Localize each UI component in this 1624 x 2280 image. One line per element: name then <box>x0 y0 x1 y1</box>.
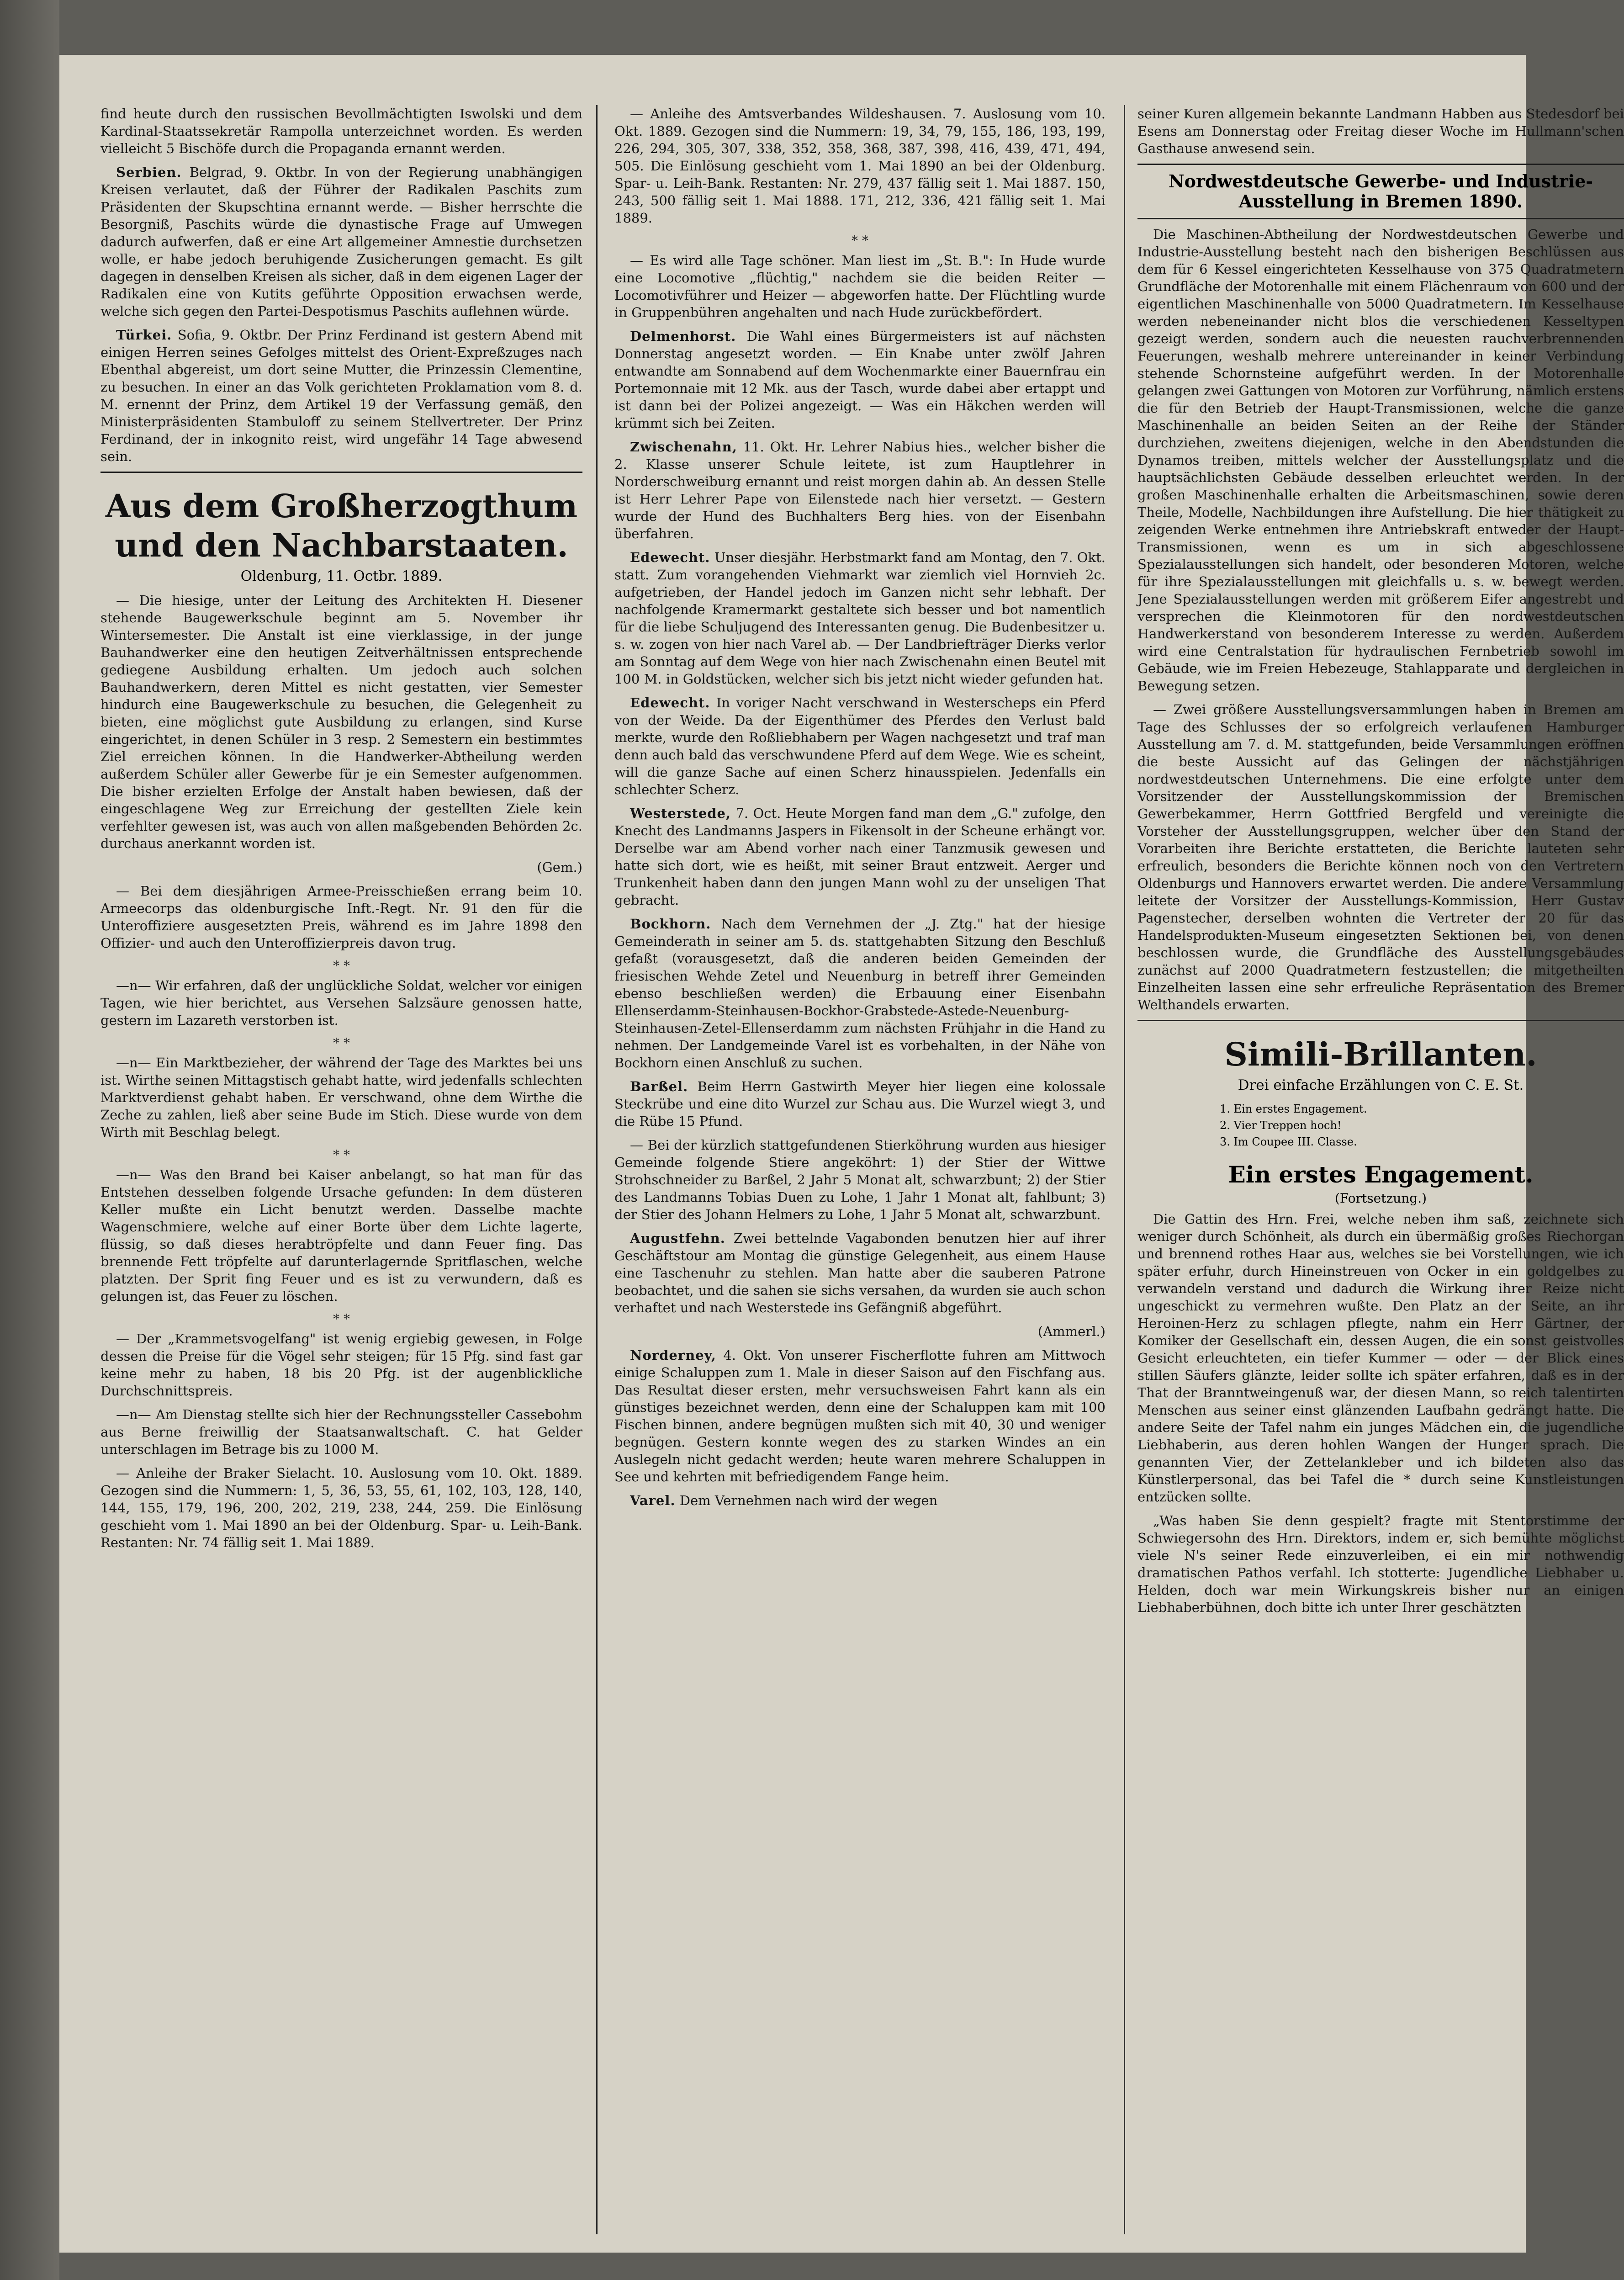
article-keyword: Varel. <box>630 1493 676 1508</box>
scan-margin <box>0 0 59 2280</box>
article-text: Dem Vernehmen nach wird der wegen <box>679 1493 938 1508</box>
article-text: find heute durch den russischen Bevollmächtigten Iswolski und dem Kardinal-Staatssekretär Rampolla unterzeichnet worden. Es werden vielleicht 5 Bischöfe durch die Propaganda ernannt werden. <box>101 106 582 156</box>
article-keyword: Augustfehn. <box>630 1230 725 1246</box>
article-edewecht <box>614 549 1106 688</box>
article-keyword: Westerstede, <box>630 806 731 821</box>
section-divider <box>1137 1020 1624 1021</box>
article-text: 7. Oct. Heute Morgen fand man dem „G." zufolge, den Knecht des Landmanns Jaspers in Fikensolt in der Scheune erhängt vor. Derselbe war am Abend vorher nach einer Tanzmusik gewesen und hatte sich dort, wie es heißt, mit seiner Braut entzweit. Aerger und Trunkenheit haben dann den jungen Mann wohl zu der unseligen That gebracht. <box>614 806 1106 908</box>
source-note: (Ammerl.) <box>1037 1324 1106 1339</box>
article-text: seiner Kuren allgemein bekannte Landmann Habben aus Stedesdorf bei Esens am Donnerstag oder Freitag dieser Woche im Hullmann'schen Gasthause anwesend sein. <box>1137 106 1624 156</box>
story-list <box>1220 1101 1624 1150</box>
article-text: — Bei der kürzlich stattgefundenen Stierköhrung wurden aus hiesiger Gemeinde folgende Stiere angeköhrt: 1) der Stier der Wittwe Strohschneider zu Barßel, 2 Jahr 5 Monat alt, schwarzbunt; 2) der Stier des Landmanns Tobias Duen zu Lohe, 1 Jahr 1 Monat alt, fahlbunt; 3) der Stier des Johann Helmers zu Lohe, 1 Jahr 5 Monat alt, schwarzbunt. <box>614 1137 1106 1222</box>
article-text: — Die hiesige, unter der Leitung des Architekten H. Diesener stehende Baugewerkschule beginnt am 5. November ihr Wintersemester. Die Anstalt ist eine vierklassige, in der junge Bauhandwerker eine den heutigen Zeitverhältnissen entsprechende gediegene Ausbildung erhalten. Um jedoch auch solchen Bauhandwerkern, deren Mittel es nicht gestatten, vier Semester hindurch eine Baugewerkschule zu besuchen, die Gelegenheit zu bieten, eine möglichst gute Ausbildung zu erlangen, sind Kurse eingerichtet, in denen Schüler in 3 resp. 2 Semestern ein bestimmtes Ziel erreichen können. In die Handwerker-Abtheilung werden außerdem Schüler aller Gewerbe für je ein Semester aufgenommen. Die bisher erzielten Erfolge der Anstalt haben bewiesen, daß der eingeschlagene Weg zur Erreichung der gestellten Ziele kein verfehlter gewesen ist, was auch von allen maßgebenden Behörden 2c. durchaus anerkannt worden ist. <box>101 593 582 851</box>
article-text: Zwei bettelnde Vagabonden benutzen hier auf ihrer Geschäftstour am Montag die günstige Gelegenheit, aus einem Hause eine Taschenuhr zu stehlen. Man hatte aber die sauberen Patrone beobachtet, und die sahen sie sichs versahen, da wurden sie auch schon verhaftet und nach Westerstede ins Gefängniß abgeführt. <box>614 1230 1106 1315</box>
article-text: —n— Was den Brand bei Kaiser anbelangt, so hat man für das Entstehen desselben folgende Ursache gefunden: In dem düsteren Keller mußte ein Licht benutzt werden. Dasselbe machte Wagenschmiere, welche auf einer Borte über dem Lichte lagerte, flüssig, so daß dieses herabtröpfelte und dann Feuer fing. Das brennende Fett tröpfelte auf darunterlagernde Spritflaschen, welche platzten. Der Sprit fing Feuer und es ist zu verwundern, daß es gelungen ist, das Feuer zu löschen. <box>101 1167 582 1304</box>
article-keyword: Norderney, <box>630 1347 716 1363</box>
article-augustfehn <box>614 1230 1106 1316</box>
article-text: Unser diesjähr. Herbstmarkt fand am Montag, den 7. Okt. statt. Zum vorangehenden Viehmarkt war ziemlich viel Hornvieh 2c. aufgetrieben, der Handel jedoch im Ganzen nicht sehr lebhaft. Der nachfolgende Kramermarkt gestaltete sich besser und bot namentlich für die liebe Schuljugend des Interessanten genug. Die Budenbesitzer u. s. w. zogen von hier nach Varel ab. — Der Landbriefträger Dierks verlor am Sonntag auf dem Wege von hier nach Zwischenahn einen Beutel mit 100 M. in Goldstücken, welcher sich bis jetzt nicht wieder gefunden hat. <box>614 550 1106 687</box>
article-keyword: Delmenhorst. <box>630 329 736 344</box>
article-westerstede <box>614 805 1106 909</box>
article-keyword: Türkei. <box>116 327 172 343</box>
article-text: — Anleihe der Braker Sielacht. 10. Auslosung vom 10. Okt. 1889. Gezogen sind die Nummern: 1, 5, 36, 53, 55, 61, 102, 103, 128, 140, 144, 155, 179, 196, 200, 202, 219, 238, 244, 259. Die Einlösung geschieht vom 1. Mai 1890 an bei der Oldenburg. Spar- u. Leih-Bank. Restanten: Nr. 74 fällig seit 1. Mai 1889. <box>101 1465 582 1550</box>
column-3 <box>1137 105 1624 2239</box>
article-text: — Bei dem diesjährigen Armee-Preisschießen errang beim 10. Armeecorps das oldenburgische Inft.-Regt. Nr. 91 den für die Unteroffiziere ausgesetzten Preis, während es im Jahre 1898 den Offizier- und auch den Unteroffizierpreis davon trug. <box>101 883 582 951</box>
list-item: 2. Vier Treppen hoch! <box>1220 1119 1342 1132</box>
story-text: Die Gattin des Hrn. Frei, welche neben ihm saß, zeichnete sich weniger durch Schönheit, als durch ein übermäßig großes Riechorgan und brennend rothes Haar aus, welches sie bei Vorstellungen, wie ich später erfuhr, durch Hineinstreuen von Ocker in ein goldgelbes zu verwandeln verstand und dadurch die Wirkung ihrer Reize nicht ungeschickt zu vermehren wußte. Den Platz an der Seite, an ihr Heroinen-Herz zu schlagen pflegte, nahm ein Herr Gärtner, der Komiker der Gesellschaft ein, dessen Augen, die ein sonst geistvolles Gesicht erleuchteten, ein tiefer Kummer — oder — der Blick eines stillen Säufers glänzte, leider sollte ich später erfahren, daß es in der That der Branntweingenuß war, der diesen Mann, so reich talentirten Menschen aus seiner einst glänzenden Laufbahn gedrängt hatte. Die andere Seite der Tafel nahm ein junges Mädchen ein, die jugendliche Liebhaberin, aus deren hohlen Wangen der Hunger sprach. Die genannten Vier, der Zettelankleber und ich bildeten also das Künstlerpersonal, das bei Tafel die * durch seine Kunstleistungen entzücken sollte. <box>1137 1211 1624 1505</box>
continuation-note: (Fortsetzung.) <box>1334 1191 1427 1206</box>
article-text: —n— Wir erfahren, daß der unglückliche Soldat, welcher vor einigen Tagen, wie hier berichtet, aus Versehen Salzsäure genossen hatte, gestern im Lazareth verstorben ist. <box>101 978 582 1028</box>
article-keyword: Edewecht. <box>630 695 710 711</box>
asterisk-divider: * * <box>333 1147 350 1162</box>
article-text: —n— Ein Marktbezieher, der während der Tage des Marktes bei uns ist. Wirthe seinen Mittagstisch gehabt hatte, wird jedenfalls schlechten Marktverdienst gehabt haben. Er verschwand, ohne dem Wirthe die Zeche zu zahlen, ließ aber seine Bude im Stich. Diese wurde von dem Wirth mit Beschlag belegt. <box>101 1055 582 1140</box>
story-heading: Ein erstes Engagement. <box>1228 1161 1534 1188</box>
section-divider <box>1137 164 1624 165</box>
article-delmenhorst <box>614 328 1106 432</box>
article-text: Die Maschinen-Abtheilung der Nordwestdeutschen Gewerbe und Industrie-Ausstellung besteht nach den bisherigen Beschlüssen aus dem für 6 Kessel eingerichteten Kesselhause von 375 Quadratmetern Grundfläche der Motorenhalle mit einem Flächenraum von 600 und der eigentlichen Maschinenhalle von 5000 Quadratmetern. Im Kesselhause werden nebeneinander nicht blos die verschiedenen Kesseltypen gezeigt werden, sondern auch die neuesten rauchverbrennenden Feuerungen, weshalb mehrere untereinander in keiner Verbindung stehende Schornsteine aufgeführt werden. In der Motorenhalle gelangen zwei Gattungen von Motoren zur Vorführung, nämlich erstens die für den Betrieb der Haupt-Transmissionen, welche die ganze Maschinenhalle an beiden Seiten an der Reihe der Ständer durchziehen, zweitens diejenigen, welche in den Abendstunden die Dynamos treiben, mittels welcher der Ausstellungsplatz und die hauptsächlichsten Gebäude desselben erleuchtet werden. In der großen Maschinenhalle erhalten die Arbeitsmaschinen, sowie deren Theile, Modelle, Nachbildungen ihre Aufstellung. Die hier thätigkeit zu zeigenden Werke entnehmen ihre Antriebskraft entweder der Haupt-Transmissionen, wenn es um in sich abgeschlossene Spezialausstellungen sich handelt, oder besonderen Motoren, welche für ihre Spezialausstellungen mit gleichfalls u. s. w. bewegt werden. Jene Spezialausstellungen werden mit größerem Eifer angestrebt und versprechen die Kleinmotoren für den nordwestdeutschen Handwerkerstand von besonderem Interesse zu werden. Außerdem wird eine Centralstation für hydraulischen Fernbetrieb sowohl im Gebäude, wie im Freien Hebezeuge, Stahlapparate und dergleichen in Bewegung setzen. <box>1137 227 1624 694</box>
article-text: 11. Okt. Hr. Lehrer Nabius hies., welcher bisher die 2. Klasse unserer Schule leitete, ist zum Hauptlehrer in Norderschweiburg ernannt und reist morgen dahin ab. An dessen Stelle ist Herr Lehrer Pape von Eilenstede nach hier versetzt. — Gestern wurde der Hund des Buchhalters Berg hies. von der Eisenbahn überfahren. <box>614 439 1106 541</box>
article-text: In voriger Nacht verschwand in Westerscheps ein Pferd von der Weide. Da der Eigenthümer des Pferdes den Verlust bald merkte, wurde den Roßliebhabern per Wagen nachgesetzt und traf man denn auch bald das verschwundene Pferd auf dem Wege. Wie es scheint, will die ganze Sache auf einen Scherz hinausspielen. Jedenfalls ein schlechter Scherz. <box>614 695 1106 797</box>
article-text: Sofia, 9. Oktbr. Der Prinz Ferdinand ist gestern Abend mit einigen Herren seines Gefolges mittelst des Orient-Expreßzuges nach Ebenthal abgereist, um dort seine Mutter, die Prinzessin Clementine, zu besuchen. In einer an das Volk gerichteten Proklamation vom 8. d. M. ernennt der Prinz, dem Artikel 19 der Verfassung gemäß, den Ministerpräsidenten Stambuloff zu seinem Stellvertreter. Der Prinz Ferdinand, der in inkognito reist, wird ungefähr 14 Tage abwesend sein. <box>101 327 583 464</box>
article-text: — Der „Krammetsvogelfang" ist wenig ergiebig gewesen, in Folge dessen die Preise für die Vögel sehr steigen; für 15 Pfg. sind fast gar keine mehr zu haben, 18 bis 20 Pfg. ist der augenblickliche Durchschnittspreis. <box>101 1331 582 1399</box>
article-varel <box>614 1492 1106 1509</box>
article-keyword: Barßel. <box>630 1079 688 1094</box>
article-text: Die Wahl eines Bürgermeisters ist auf nächsten Donnerstag angesetzt worden. — Ein Knabe unter zwölf Jahren entwandte am Sonnabend auf dem Wochenmarkte einer Bauernfrau ein Portemonnaie mit 12 Mk. aus der Tasch, wurde dabei aber ertappt und ist dann bei der Polizei angezeigt. — Was ein Häkchen werden will krümmt sich bei Zeiten. <box>614 329 1106 431</box>
source-note: (Gem.) <box>537 859 582 875</box>
article-barssel <box>614 1078 1106 1130</box>
asterisk-divider: * * <box>333 958 350 973</box>
column-1 <box>101 105 582 2239</box>
section-divider <box>101 472 582 473</box>
section-divider <box>1137 218 1624 219</box>
article-text: Nach dem Vernehmen der „J. Ztg." hat der hiesige Gemeinderath in seiner am 5. ds. stattgehabten Sitzung den Beschluß gefaßt (vorausgesetzt, daß die anderen beiden Gemeinden der friesischen Wehde Zetel und Neuenburg in betreff ihrer Gemeinden ebenso beschließen werden) die Erbauung einer Eisenbahn Ellenserdamm-Steinhausen-Bockhor-Grabstede-Astede-Neuenburg-Steinhausen-Zetel-Ellenserdamm zum nächsten Frühjahr in die Hand zu nehmen. Der Landgemeinde Varel ist es vorbehalten, in der Nähe von Bockhorn einen Anschluß zu suchen. <box>614 916 1106 1071</box>
article-keyword: Zwischenahn, <box>630 439 737 455</box>
article-edewecht-2 <box>614 694 1106 798</box>
article-text: Belgrad, 9. Oktbr. In von der Regierung unabhängigen Kreisen verlautet, daß der Führer der Radikalen Paschits zum Präsidenten der Skupschtina ernannt werde. — Bisher herrschte die Besorgniß, Paschits würde die dynastische Frage auf Umwegen dadurch aufwerfen, daß er eine Art allgemeiner Amnestie durchsetzen wolle, er habe jedoch beruhigende Zusicherungen gemacht. Es gilt dagegen in denselben Kreisen als sicher, daß in dem eigenen Lager der Radikalen eine von Kutits geführte Opposition erwachsen werde, welche sich gegen den Partei-Despotismus Paschits auflehnen würde. <box>101 164 583 319</box>
article-keyword: Edewecht. <box>630 550 710 565</box>
newspaper-page <box>59 55 1624 2253</box>
asterisk-divider: * * <box>333 1035 350 1050</box>
section-heading: Aus dem Großherzogthum und den Nachbarstaaten. <box>105 487 578 564</box>
column-rule <box>596 105 598 2234</box>
list-item: 3. Im Coupee III. Classe. <box>1220 1135 1357 1148</box>
article-zwischenahn <box>614 438 1106 542</box>
article-norderney <box>614 1347 1106 1485</box>
list-item: 1. Ein erstes Engagement. <box>1220 1103 1367 1115</box>
article-keyword: Bockhorn. <box>630 916 711 932</box>
article-text: — Anleihe des Amtsverbandes Wildeshausen. 7. Auslosung vom 10. Okt. 1889. Gezogen sind die Nummern: 19, 34, 79, 155, 186, 193, 199, 226, 294, 305, 307, 338, 352, 358, 368, 387, 398, 416, 439, 471, 494, 505. Die Einlösung geschieht vom 1. Mai 1890 an bei der Oldenburg. Spar- u. Leih-Bank. Restanten: Nr. 279, 437 fällig seit 1. Mai 1887. 150, 243, 500 fällig seit 1. Mai 1888. 171, 212, 336, 421 fällig seit 1. Mai 1889. <box>614 106 1106 226</box>
article-text: —n— Am Dienstag stellte sich hier der Rechnungssteller Cassebohm aus Berne freiwillig der Staatsanwaltschaft. C. hat Gelder unterschlagen im Betrage bis zu 1000 M. <box>101 1407 582 1457</box>
dateline: Oldenburg, 11. Octbr. 1889. <box>240 568 443 584</box>
column-2 <box>614 105 1106 2239</box>
article-text: 4. Okt. Von unserer Fischerflotte fuhren am Mittwoch einige Schaluppen zum 1. Male in dieser Saison auf den Fischfang aus. Das Resultat dieser ersten, mehr versuchsweisen Fahrt kann als ein günstiges bezeichnet werden, denn eine der Schaluppen kam mit 100 Fischen binnen, andere begnügen mußten sich mit 40, 30 und weniger begnügen. Gestern konnte wegen des zu starken Windes an ein Auslegeln nicht gedacht werden; heute waren mehrere Schaluppen in See und kehrten mit befriedigendem Fange heim. <box>614 1347 1106 1485</box>
asterisk-divider: * * <box>333 1311 350 1326</box>
asterisk-divider: * * <box>852 233 868 248</box>
feuilleton-heading: Simili-Brillanten. <box>1224 1035 1537 1073</box>
story-text: „Was haben Sie denn gespielt? fragte mit Stentorstimme der Schwiegersohn des Hrn. Direktors, indem er, sich bemühte möglichst viele N's seiner Rede einzuverleiben, ei ein mir nothwendig dramatischen Pathos verfahl. Ich stotterte: Jugendliche Liebhaber u. Helden, doch war mein Wirkungskreis bisher nur an einigen Liebhaberbühnen, doch bitte ich unter Ihrer geschätzten <box>1137 1513 1624 1615</box>
article-tuerkei <box>101 326 582 465</box>
column-rule <box>1124 105 1125 2234</box>
article-text: — Zwei größere Ausstellungsversammlungen haben in Bremen am Tage des Schlusses der so erfolgreich verlaufenen Hamburger Ausstellung am 7. d. M. stattgefunden, beide Versammlungen eröffnen die beste Aussicht auf das Gelingen der nächstjährigen nordwestdeutschen Unternehmens. Die eine erfolgte unter dem Vorsitzender der Ausstellungskommission der Bremischen Gewerbekammer, Herrn Gottfried Bergfeld und vereinigte die Vorsteher der Ausstellungsgruppen, welcher über den Stand der Vorarbeiten ihre Berichte erstatteten, die Berichte lauteten sehr erfreulich, besonders die Berichte können noch von den Vertretern Oldenburgs und Hannovers erwartet werden. Die andere Versammlung leitete der Vorsitzer der Ausstellungs-Kommission, Herr Gustav Pagenstecher, derselben wohnten die Vertreter der 20 für das Handelsprodukten-Museum eingesetzten Sektionen bei, von denen beschlossen wurde, die Grundfläche des Ausstellungsgebäudes zunächst auf 2000 Quadratmetern festzustellen; die mitgetheilten Einzelheiten lassen eine sehr erfreuliche Repräsentation des Bremer Welthandels erwarten. <box>1137 702 1624 1013</box>
article-serbien <box>101 164 582 320</box>
article-text: Beim Herrn Gastwirth Meyer hier liegen eine kolossale Steckrübe und eine dito Wurzel zur Schau aus. Die Wurzel wiegt 3, und die Rübe 15 Pfund. <box>614 1079 1106 1129</box>
feuilleton-subtitle: Drei einfache Erzählungen von C. E. St. <box>1238 1077 1524 1093</box>
article-keyword: Serbien. <box>116 164 182 180</box>
article-text: — Es wird alle Tage schöner. Man liest im „St. B.": In Hude wurde eine Locomotive „flüchtig," nachdem sie die beiden Reiter — Locomotivführer und Heizer — abgeworfen hatte. Der Flüchtling wurde in Gruppenbühren angehalten und nach Hude zurückbefördert. <box>614 253 1106 320</box>
article-bockhorn <box>614 915 1106 1071</box>
exhibition-heading: Nordwestdeutsche Gewerbe- und Industrie-Ausstellung in Bremen 1890. <box>1168 171 1593 212</box>
